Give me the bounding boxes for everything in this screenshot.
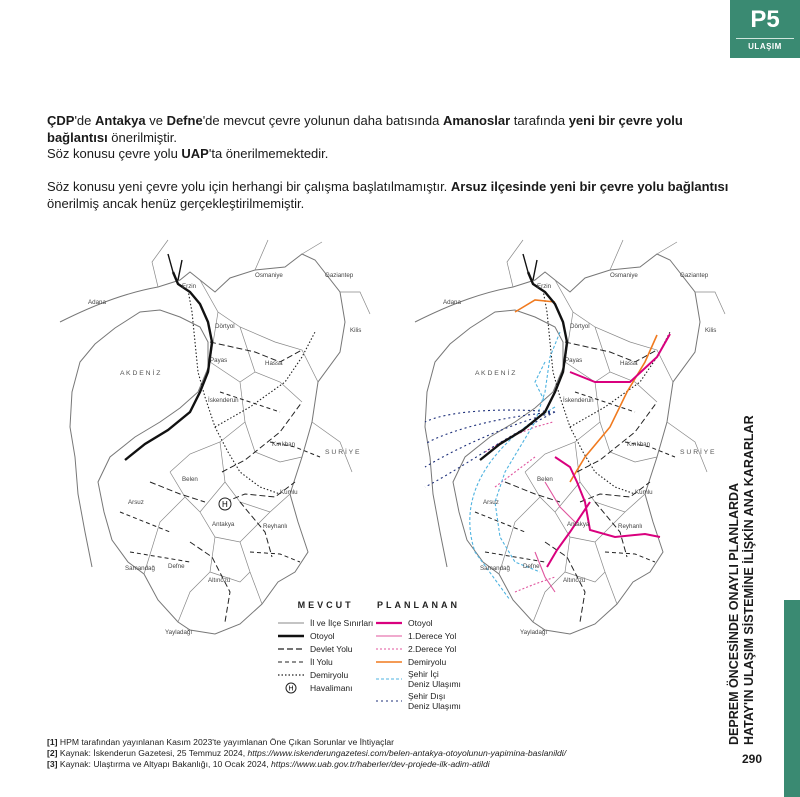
section-category: ULAŞIM (748, 42, 782, 51)
legend-symbol-airport (278, 682, 304, 694)
legend-item-highway (278, 629, 373, 642)
p1-fragment: 'de mevcut çevre yolunun daha batısında (202, 113, 443, 128)
place-label-hassa: Hassa (265, 360, 283, 367)
place-label-iskenderun: İskenderun (563, 397, 594, 404)
p3-fragment: Söz konusu yeni çevre yolu için herhangi bir çalışma başlatılmamıştır. (47, 179, 451, 194)
place-label-adana: Adana (443, 299, 461, 306)
legend-item-p_highway (376, 616, 461, 629)
map-labels-right (443, 272, 716, 636)
place-label-akdeniz: A K D E N İ Z (475, 370, 516, 377)
place-label-akdeniz: A K D E N İ Z (120, 370, 161, 377)
legend-item-airport (278, 681, 373, 694)
side-accent-bar (784, 600, 800, 797)
reference-item: [3] Kaynak: Ulaştırma ve Altyapı Bakanlığı, 10 Ocak 2024, https://www.uab.gov.tr/haberler/dev-projede-ilk-adim-atildi (47, 759, 490, 769)
airport-letter: H (222, 500, 228, 509)
place-label-defne: Defne (523, 563, 540, 570)
legend-symbol-p_highway (376, 617, 402, 629)
legend-planned-title: PLANLANAN (376, 600, 460, 610)
place-label-osmaniye: Osmaniye (255, 272, 283, 279)
legend-item-intercity_sea (376, 690, 461, 712)
p1-fragment: Antakya (95, 113, 146, 128)
place-label-hassa: Hassa (620, 360, 638, 367)
legend-item-railway (278, 668, 373, 681)
paragraph-1 (47, 112, 747, 146)
p1-fragment: ÇDP (47, 113, 75, 128)
legend-label: İl Yolu (310, 656, 333, 667)
svg-text:H: H (288, 685, 294, 692)
legend-symbol-city_sea (376, 673, 402, 685)
planned-highway (547, 334, 670, 567)
place-label-yayladagi: Yayladağı (520, 629, 548, 636)
legend-symbol-boundary (278, 617, 304, 629)
p1-fragment: önerilmiştir. (107, 130, 178, 145)
p2-fragment: 'ta önerilmemektedir. (208, 146, 329, 161)
place-label-suriye: S U R İ Y E (325, 449, 360, 456)
place-label-arsuz: Arsuz (128, 499, 144, 506)
legend-existing (278, 600, 373, 694)
place-label-kirikhan: Kırıkhan (627, 441, 651, 448)
legend-label: Otoyol (310, 630, 335, 641)
legend-symbol-railway (278, 669, 304, 681)
paragraph-3 (47, 178, 747, 212)
legend-symbol-provincial_road (278, 656, 304, 668)
legend-label: 1.Derece Yol (408, 630, 457, 641)
legend-label: Şehir Dışı Deniz Ulaşımı (408, 691, 461, 711)
page-number: 290 (742, 752, 763, 766)
legend-symbol-intercity_sea (376, 695, 402, 707)
reference-item: [1] HPM tarafından yayınlanan Kasım 2023'te yayımlanan Öne Çıkan Sorunlar ve İhtiyaçlar (47, 737, 394, 747)
place-label-erzin: Erzin (182, 283, 197, 290)
place-label-samandag: Samandağ (125, 565, 155, 572)
place-label-gaziantep: Gaziantep (325, 272, 354, 279)
p1-fragment: yeni bir çevre yolu bağlantısı (47, 113, 683, 145)
place-label-suriye: S U R İ Y E (680, 449, 715, 456)
p1-fragment: tarafında (510, 113, 569, 128)
p3-fragment: Arsuz ilçesinde yeni bir çevre yolu bağlantısı (450, 179, 729, 194)
legend-item-p_railway (376, 655, 461, 668)
legend-label: Devlet Yolu (310, 643, 353, 654)
p1-fragment: Defne (166, 113, 203, 128)
place-label-payas: Payas (565, 357, 583, 364)
place-label-defne: Defne (168, 563, 185, 570)
place-label-kilis: Kilis (705, 327, 717, 334)
legend-existing-title: MEVCUT (297, 600, 354, 610)
place-label-iskenderun: İskenderun (208, 397, 239, 404)
legend-symbol-state_road (278, 643, 304, 655)
place-label-kilis: Kilis (350, 327, 362, 334)
place-label-belen: Belen (182, 476, 198, 483)
legend-item-first_degree (376, 629, 461, 642)
legend-label: Demiryolu (310, 669, 349, 680)
legend-label: Otoyol (408, 617, 433, 628)
legend-symbol-highway (278, 630, 304, 642)
reference-item: [2] Kaynak: İskenderun Gazetesi, 25 Temmuz 2024, https://www.iskenderungazetesi.com/belen-antakya-otoyolunun-yapimina-baslanildi/ (47, 748, 567, 758)
intercity-sea-route (425, 410, 555, 487)
place-label-antakya: Antakya (212, 521, 235, 528)
legend-item-provincial_road (278, 655, 373, 668)
p1-fragment: ve (145, 113, 167, 128)
legend-symbol-first_degree (376, 630, 402, 642)
existing-map (60, 240, 370, 636)
reference-link[interactable]: https://www.uab.gov.tr/haberler/dev-projede-ilk-adim-atildi (271, 759, 490, 769)
place-label-belen: Belen (537, 476, 553, 483)
p1-fragment: 'de (74, 113, 96, 128)
vertical-title-line1: DEPREM ÖNCESİNDE ONAYLI PLANLARDA (727, 482, 741, 745)
place-label-reyhanli: Reyhanlı (618, 523, 643, 530)
place-label-altinozu: Altınözü (208, 577, 231, 584)
vertical-title (727, 415, 757, 745)
place-label-adana: Adana (88, 299, 106, 306)
vertical-title-line2: HATAY'IN ULAŞIM SİSTEMİNE İLİŞKİN ANA KARARLAR (742, 415, 756, 745)
legend-label: Şehir İçi Deniz Ulaşımı (408, 669, 461, 689)
place-label-payas: Payas (210, 357, 228, 364)
legend-item-city_sea (376, 668, 461, 690)
place-label-dortyol: Dörtyol (570, 323, 590, 330)
place-label-kumlu: Kumlu (635, 489, 653, 496)
place-label-dortyol: Dörtyol (215, 323, 235, 330)
legend-label: 2.Derece Yol (408, 643, 457, 654)
place-label-kumlu: Kumlu (280, 489, 298, 496)
place-label-osmaniye: Osmaniye (610, 272, 638, 279)
legend-item-state_road (278, 642, 373, 655)
place-label-yayladagi: Yayladağı (165, 629, 193, 636)
paragraph-2 (47, 145, 747, 162)
place-label-arsuz: Arsuz (483, 499, 499, 506)
place-label-kirikhan: Kırıkhan (272, 441, 296, 448)
planned-map (415, 240, 725, 636)
place-label-samandag: Samandağ (480, 565, 510, 572)
p3-fragment: önerilmiş ancak henüz gerçekleştirilmemiştir. (47, 196, 305, 211)
legend-item-second_degree (376, 642, 461, 655)
legend-symbol-second_degree (376, 643, 402, 655)
place-label-erzin: Erzin (537, 283, 552, 290)
legend-label: İl ve İlçe Sınırları (310, 617, 374, 628)
section-badge (730, 0, 800, 58)
place-label-antakya: Antakya (567, 521, 590, 528)
place-label-reyhanli: Reyhanlı (263, 523, 288, 530)
legend-label: Demiryolu (408, 656, 447, 667)
reference-link[interactable]: https://www.iskenderungazetesi.com/belen-antakya-otoyolunun-yapimina-baslanildi/ (247, 748, 567, 758)
legend-symbol-p_railway (376, 656, 402, 668)
place-label-gaziantep: Gaziantep (680, 272, 709, 279)
section-code: P5 (736, 6, 794, 39)
place-label-altinozu: Altınözü (563, 577, 586, 584)
legend-planned (376, 600, 461, 712)
p2-fragment: UAP (181, 146, 209, 161)
references (47, 737, 566, 770)
p2-fragment: Söz konusu çevre yolu (47, 146, 182, 161)
legend-item-boundary (278, 616, 373, 629)
legend-label: Havalimanı (310, 682, 353, 693)
map-labels-left (88, 272, 361, 636)
p1-fragment: Amanoslar (442, 113, 511, 128)
